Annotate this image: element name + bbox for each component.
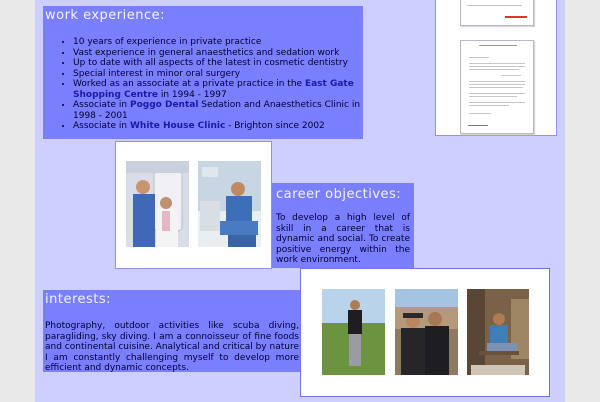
white-house-clinic-link[interactable]: White House Clinic (130, 121, 226, 131)
hobby-photos-panel (300, 268, 550, 397)
signature-scribble (468, 119, 491, 126)
east-gate-link[interactable]: East Gate Shopping Centre (73, 79, 354, 100)
list-item: • Vast experience in general anaesthetics and sedation work (73, 48, 363, 59)
career-objectives-panel (272, 183, 414, 268)
hobby-photo-outdoor[interactable] (322, 289, 385, 375)
interests-heading: interests: (45, 292, 112, 307)
interests-panel (43, 290, 301, 372)
work-experience-panel (43, 6, 363, 139)
hobby-photo-friends[interactable] (395, 289, 458, 375)
career-objectives-text: To develop a high level of skill in a career that is dynamic and social. To create positive energy within the work environment. (276, 213, 410, 265)
documents-panel (435, 0, 557, 136)
work-experience-heading: work experience: (45, 8, 166, 23)
hobby-photo-bench[interactable] (467, 289, 529, 375)
clinic-photo-1[interactable] (126, 161, 189, 247)
work-experience-list (43, 37, 363, 132)
list-item: • 10 years of experience in private practice (73, 37, 363, 48)
list-item: • Up to date with all aspects of the latest in cosmetic dentistry (73, 58, 363, 69)
document-thumbnail-top[interactable] (460, 0, 534, 26)
document-thumbnail-letter[interactable] (460, 40, 534, 134)
career-objectives-heading: career objectives: (276, 187, 402, 202)
list-item: • Associate in White House Clinic - Brighton since 2002 (73, 121, 363, 132)
list-item: • Worked as an associate at a private practice in the East Gate Shopping Centre in 1994 - 1997 (73, 79, 363, 100)
poggo-dental-link[interactable]: Poggo Dental (130, 100, 199, 110)
clinic-photos-panel (115, 141, 272, 269)
interests-text: Photography, outdoor activities like scuba diving, paragliding, sky diving. I am a connoisseur of fine foods and continental cuisine. Analytical and critical by nature I am constantly challenging myself to develop more efficient and dynamic concepts. (45, 321, 299, 373)
list-item: • Special interest in minor oral surgery (73, 69, 363, 80)
list-item: • Associate in Poggo Dental Sedation and Anaesthetics Clinic in 1998 - 2001 (73, 100, 363, 121)
clinic-photo-2[interactable] (198, 161, 261, 247)
